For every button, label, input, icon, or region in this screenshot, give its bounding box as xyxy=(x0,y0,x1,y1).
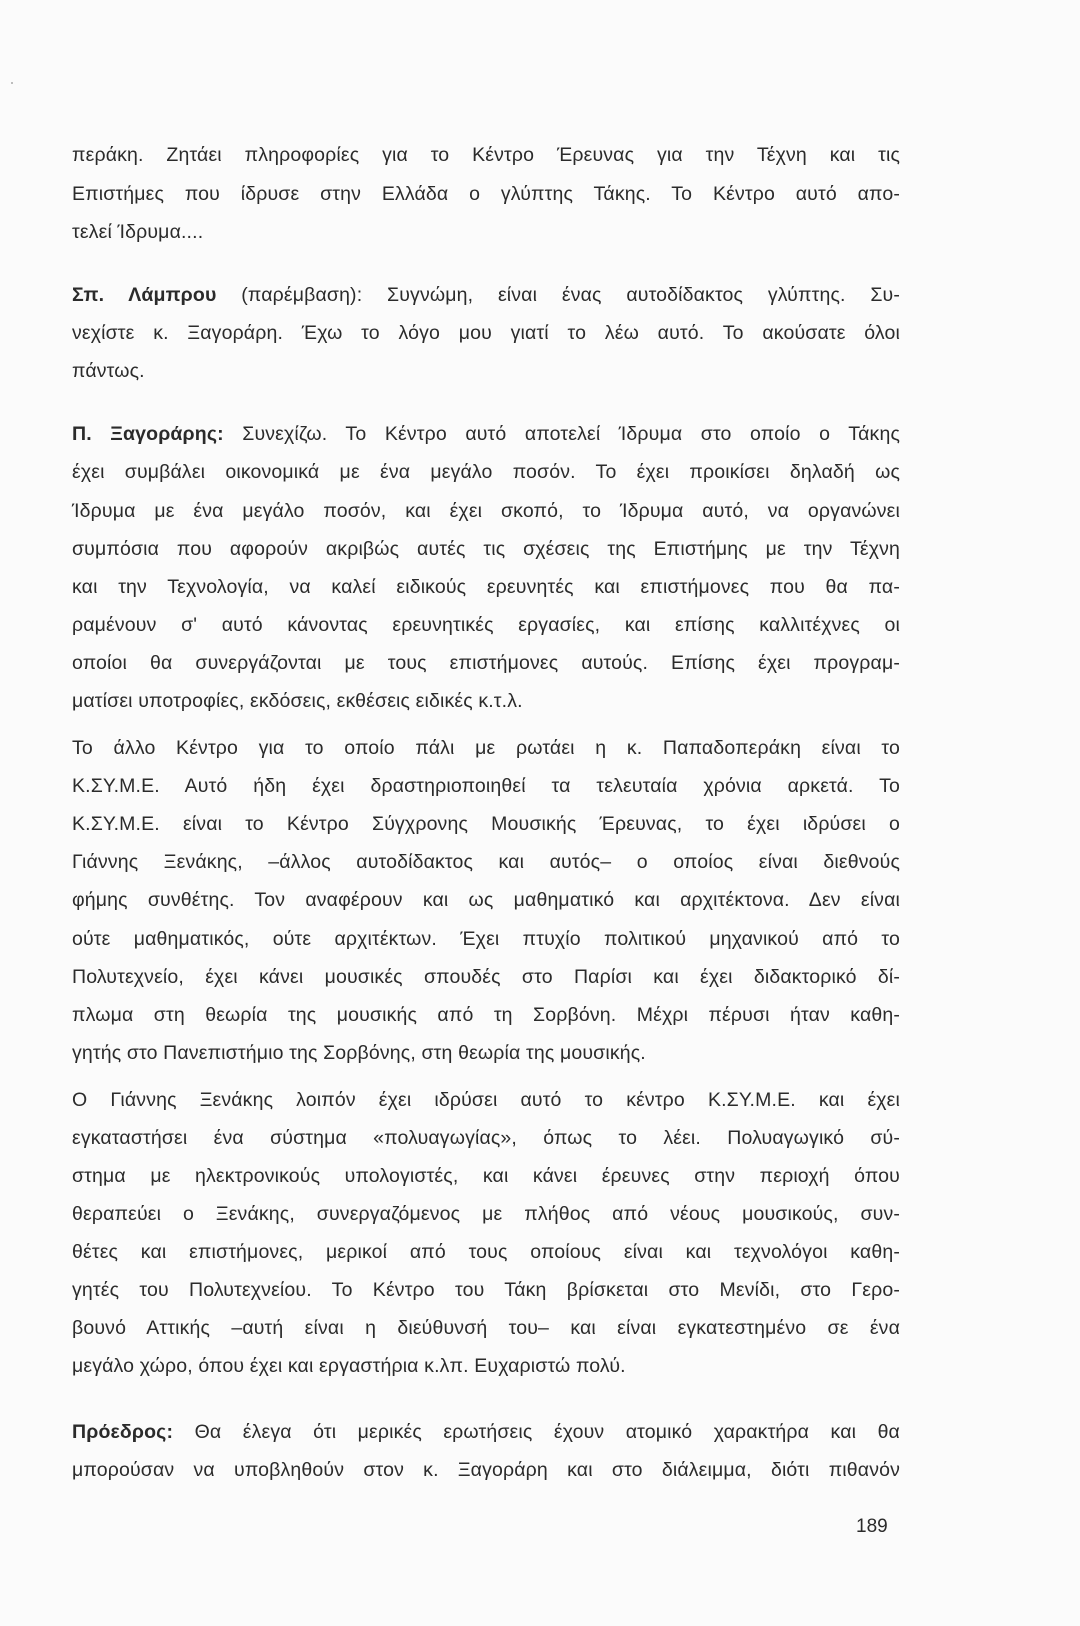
text-line: εγκαταστήσει ένα σύστημα «πολυαγωγίας», όπως το λέει. Πολυαγωγικό σύ- xyxy=(72,1127,900,1149)
text-line: Το άλλο Κέντρο για το οποίο πάλι με ρωτάει η κ. Παπαδοπεράκη είναι το xyxy=(72,737,900,759)
text-line: Κ.ΣΥ.Μ.Ε. είναι το Κέντρο Σύγχρονης Μουσικής Έρευνας, το έχει ιδρύσει ο xyxy=(72,813,900,835)
text-line: ματίσει υποτροφίες, εκδόσεις, εκθέσεις ειδικές κ.τ.λ. xyxy=(72,690,523,712)
text-line: βουνό Αττικής –αυτή είναι η διεύθυνσή του– και είναι εγκατεστημένο σε ένα xyxy=(72,1317,900,1339)
text-line: περάκη. Ζητάει πληροφορίες για το Κέντρο Έρευνας για την Τέχνη και τις xyxy=(72,144,900,166)
text-line: Ο Γιάννης Ξενάκης λοιπόν έχει ιδρύσει αυτό το κέντρο Κ.ΣΥ.Μ.Ε. και έχει xyxy=(72,1089,900,1111)
text-line: Πολυτεχνείο, έχει κάνει μουσικές σπουδές στο Παρίσι και έχει διδακτορικό δί- xyxy=(72,966,900,988)
text-line: ραμένουν σ' αυτό κάνοντας ερευνητικές εργασίες, και επίσης καλλιτέχνες οι xyxy=(72,614,900,636)
text-line: πλωμα στη θεωρία της μουσικής από τη Σορβόνη. Μέχρι πέρυσι ήταν καθη- xyxy=(72,1004,900,1026)
text-line: μεγάλο χώρο, όπου έχει και εργαστήρια κ.λπ. Ευχαριστώ πολύ. xyxy=(72,1355,626,1377)
text-line: τελεί Ίδρυμα.... xyxy=(72,221,204,243)
text-line xyxy=(72,1419,900,1445)
speaker-name: Πρόεδρος: xyxy=(72,1421,174,1443)
text-span: Θα έλεγα ότι μερικές ερωτήσεις έχουν ατομικό χαρακτήρα και θα xyxy=(173,1421,900,1443)
text-line: έχει συμβάλει οικονομικά με ένα μεγάλο ποσόν. Το έχει προικίσει δηλαδή ως xyxy=(72,461,900,483)
text-line: Γιάννης Ξενάκης, –άλλος αυτοδίδακτος και αυτός– ο οποίος είναι διεθνούς xyxy=(72,851,900,873)
text-line: Ίδρυμα με ένα μεγάλο ποσόν, και έχει σκοπό, το Ίδρυμα αυτό, να οργανώνει xyxy=(72,500,900,522)
text-line: γητές του Πολυτεχνείου. Το Κέντρο του Τάκη βρίσκεται στο Μενίδι, στο Γερο- xyxy=(72,1279,900,1301)
text-span: (παρέμβαση): Συγνώμη, είναι ένας αυτοδίδακτος γλύπτης. Συ- xyxy=(216,284,900,306)
text-line: θεραπεύει ο Ξενάκης, συνεργαζόμενος με πλήθος από νέους μουσικούς, συν- xyxy=(72,1203,900,1225)
text-line: φήμης συνθέτης. Τον αναφέρουν και ως μαθηματικό και αρχιτέκτονα. Δεν είναι xyxy=(72,889,900,911)
text-line: μπορούσαν να υποβληθούν στον κ. Ξαγοράρη και στο διάλειμμα, διότι πιθανόν xyxy=(72,1459,900,1481)
speaker-name: Π. Ξαγοράρης: xyxy=(72,423,224,445)
text-line: συμπόσια που αφορούν ακριβώς αυτές τις σχέσεις της Επιστήμης με την Τέχνη xyxy=(72,538,900,560)
page-number: 189 xyxy=(856,1516,888,1537)
speaker-name: Σπ. Λάμπρου xyxy=(72,284,217,306)
text-line: γητής στο Πανεπιστήμιο της Σορβόνης, στη θεωρία της μουσικής. xyxy=(72,1042,646,1064)
text-line: και την Τεχνολογία, να καλεί ειδικούς ερευνητές και επιστήμονες που θα πα- xyxy=(72,576,900,598)
text-line: στημα με ηλεκτρονικούς υπολογιστές, και κάνει έρευνες στην περιοχή όπου xyxy=(72,1165,900,1187)
text-line: νεχίστε κ. Ξαγοράρη. Έχω το λόγο μου γιατί το λέω αυτό. Το ακούσατε όλοι xyxy=(72,322,900,344)
text-line xyxy=(72,421,900,447)
text-line: Επιστήμες που ίδρυσε στην Ελλάδα ο γλύπτης Τάκης. Το Κέντρο αυτό απο- xyxy=(72,183,900,205)
text-line: οποίοι θα συνεργάζονται με τους επιστήμονες αυτούς. Επίσης έχει προγραμ- xyxy=(72,652,900,674)
scan-artifact xyxy=(11,82,13,84)
text-line: πάντως. xyxy=(72,360,145,382)
text-line: ούτε μαθηματικός, ούτε αρχιτέκτων. Έχει πτυχίο πολιτικού μηχανικού από το xyxy=(72,928,900,950)
text-line: θέτες και επιστήμονες, μερικοί από τους οποίους είναι και τεχνολόγοι καθη- xyxy=(72,1241,900,1263)
text-span: Συνεχίζω. Το Κέντρο αυτό αποτελεί Ίδρυμα στο οποίο ο Τάκης xyxy=(223,423,900,445)
text-line: Κ.ΣΥ.Μ.Ε. Αυτό ήδη έχει δραστηριοποιηθεί τα τελευταία χρόνια αρκετά. Το xyxy=(72,775,900,797)
text-line xyxy=(72,282,900,308)
